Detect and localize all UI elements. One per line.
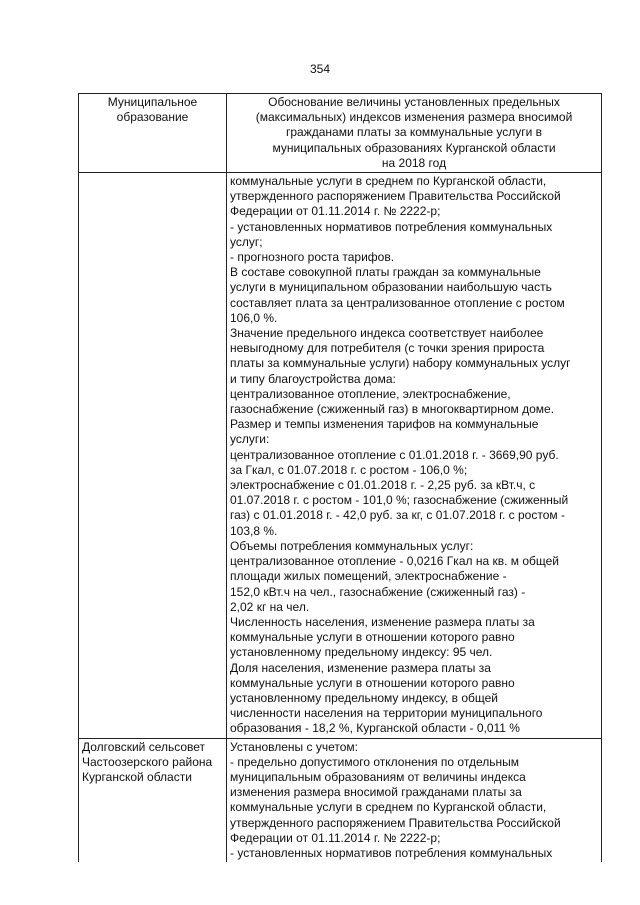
justification-cell (227, 173, 602, 739)
table-header-row (79, 94, 602, 173)
justification-text-line: и типу благоустройства дома: (230, 371, 396, 386)
justification-text-line: Установлены с учетом: (230, 739, 358, 754)
justification-text-line: Доля населения, изменение размера платы за (230, 660, 491, 675)
justification-text-line: централизованное отопление, электроснабжение, (230, 386, 511, 401)
justification-text-line: услуг; (230, 234, 263, 249)
justification-text-line: газ) с 01.01.2018 г. - 42,0 руб. за кг, с 01.07.2018 г. с ростом - (230, 508, 565, 523)
justification-text-line: коммунальные услуги в среднем по Курганской области, (230, 800, 547, 815)
justification-text-line: услуги: (230, 432, 270, 447)
justification-text-line: коммунальные услуги в отношении которого равно (230, 630, 515, 645)
justification-text-line: Численность населения, изменение размера платы за (230, 614, 535, 629)
header-justification (227, 94, 602, 173)
justification-text-line: муниципальным образованиям от величины индекса (230, 769, 526, 784)
header-justification-line: Обоснование величины установленных предельных (268, 95, 560, 109)
table-row (79, 738, 602, 862)
justification-text-line: 2,02 кг на чел. (230, 599, 310, 614)
justification-text-line: - установленных нормативов потребления коммунальных (230, 845, 553, 860)
justification-text-line: - установленных нормативов потребления коммунальных (230, 219, 553, 234)
justification-text-line: образования - 18,2 %, Курганской области - 0,011 % (230, 721, 520, 736)
justification-text-line: газоснабжение (сжиженный газ) в многоквартирном доме. (230, 402, 555, 417)
municipality-name-line: Курганской области (82, 769, 192, 784)
justification-text-line: 103,8 %. (230, 523, 278, 538)
justification-text-line: изменения размера вносимой гражданами платы за (230, 785, 522, 800)
justification-text-line: 152,0 кВт.ч на чел., газоснабжение (сжиженный газ) - (230, 584, 526, 599)
justification-text-line: Объемы потребления коммунальных услуг: (230, 538, 474, 553)
justification-text-line: площади жилых помещений, электроснабжение - (230, 569, 507, 584)
header-justification-line: (максимальных) индексов изменения размера вносимой (255, 110, 573, 125)
justification-text-line: В составе совокупной платы граждан за коммунальные (230, 265, 541, 280)
justification-text-line: централизованное отопление с 01.01.2018 г. - 3669,90 руб. (230, 447, 559, 462)
justification-text-line: 01.07.2018 г. с ростом - 101,0 %; газоснабжение (сжиженный (230, 493, 569, 508)
justification-text-line: невыгодному для потребителя (с точки зрения прироста (230, 341, 545, 356)
municipality-cell (79, 738, 227, 862)
justification-cell (227, 738, 602, 862)
justification-text-line: 106,0 %. (230, 310, 278, 325)
justification-text-line: численности населения на территории муниципального (230, 706, 543, 721)
justification-text-line: Федерации от 01.11.2014 г. № 2222-р; (230, 204, 441, 219)
justification-text-line: установленному предельному индексу, в общей (230, 690, 498, 705)
header-municipality (79, 94, 227, 173)
municipality-cell (79, 173, 227, 739)
table-row (79, 173, 602, 739)
header-municipality-line: Муниципальное (107, 95, 198, 109)
justification-text-line: услуги в муниципальном образовании наибольшую часть (230, 280, 552, 295)
municipality-name-line: Долговский сельсовет (82, 739, 206, 754)
header-justification-line: муниципальных образованиях Курганской области (272, 140, 556, 155)
justification-text-line: централизованное отопление - 0,0216 Гкал на кв. м общей (230, 554, 559, 569)
page-number: 354 (309, 62, 331, 76)
justification-text-line: утвержденного распоряжением Правительства Российской (230, 189, 561, 204)
municipality-name-line: Частоозерского района (82, 754, 213, 769)
justification-text-line: установленному предельному индексу: 95 чел. (230, 645, 493, 660)
justification-text-line: электроснабжение с 01.01.2018 г. - 2,25 руб. за кВт.ч, с (230, 478, 536, 493)
justification-text-line: коммунальные услуги в отношении которого равно (230, 675, 515, 690)
justification-text-line: - предельно допустимого отклонения по отдельным (230, 754, 519, 769)
tariff-justification-table (78, 93, 602, 862)
header-justification-line: на 2018 год (381, 155, 447, 170)
header-justification-line: гражданами платы за коммунальные услуги в (285, 125, 543, 140)
justification-text-line: Федерации от 01.11.2014 г. № 2222-р; (230, 830, 441, 845)
justification-text-line: - прогнозного роста тарифов. (230, 250, 395, 265)
justification-text-line: коммунальные услуги в среднем по Курганской области, (230, 174, 547, 189)
justification-text-line: Размер и темпы изменения тарифов на коммунальные (230, 417, 539, 432)
justification-text-line: Значение предельного индекса соответствует наиболее (230, 326, 544, 341)
header-municipality-line: образование (116, 110, 189, 125)
justification-text-line: за Гкал, с 01.07.2018 г. с ростом - 106,0 %; (230, 462, 468, 477)
justification-text-line: платы за коммунальные услуги) набору коммунальных услуг (230, 356, 571, 371)
justification-text-line: составляет плата за централизованное отопление с ростом (230, 295, 565, 310)
justification-text-line: утвержденного распоряжением Правительства Российской (230, 815, 561, 830)
